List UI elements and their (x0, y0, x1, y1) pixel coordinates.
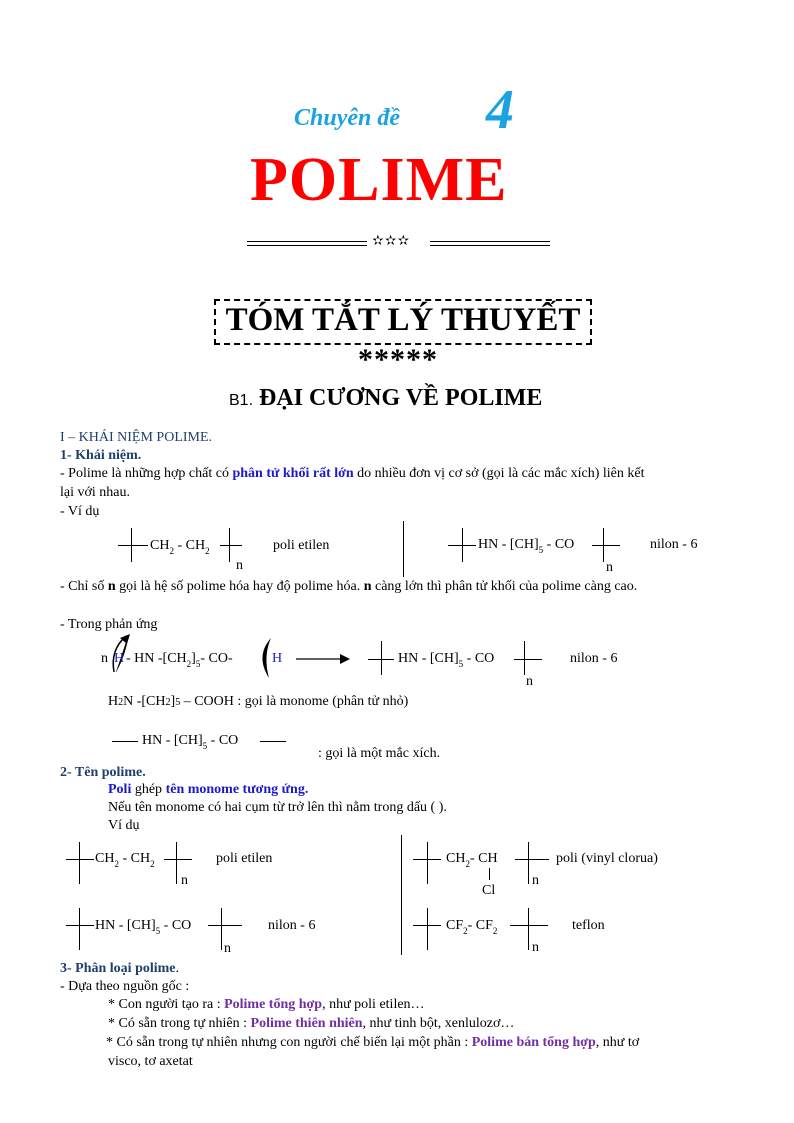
bond-line (118, 545, 148, 546)
bond-line (510, 925, 548, 926)
formula-repeat-unit: HN - $[CH]_5$ - CO (142, 733, 239, 751)
bond-line (489, 868, 490, 880)
formula-pvc: $CH_2-$ CH (446, 851, 498, 869)
product-name: nilon - 6 (570, 651, 618, 666)
name-pe: poli etilen (216, 851, 273, 866)
subscript-n: n (606, 560, 613, 575)
name-poly-ethylene: poli etilen (273, 538, 330, 553)
bracket-right (528, 908, 529, 950)
name-teflon: teflon (572, 918, 605, 933)
formula-teflon: $CF_2-$ $CF_2$ (446, 918, 498, 936)
bracket-left (381, 641, 382, 675)
page-title: POLIME (250, 146, 508, 214)
topic-number: 4 (486, 79, 514, 141)
formula-pe: $CH_2 - CH_2$ (95, 851, 155, 869)
bond-line (66, 925, 94, 926)
bracket-right (528, 842, 529, 884)
text: - Polime là những hợp chất có (60, 466, 233, 481)
class-semi-synthetic: * Có sẵn trong tự nhiên nhưng con người chế biến lại một phần : Polime bán tổng hợp, như tơ (106, 1035, 640, 1050)
bond-line (66, 859, 94, 860)
text: do nhiều đơn vị cơ sở (gọi là các mắc xích) liên kết (353, 466, 645, 481)
divider-line (247, 245, 367, 246)
summary-stars: ***** (358, 343, 438, 376)
bond-line (112, 741, 138, 742)
bond-line (260, 741, 286, 742)
subheading-naming: 2- Tên polime. (60, 765, 146, 780)
summary-title: TÓM TẮT LÝ THUYẾT (225, 302, 581, 338)
bracket-left (427, 842, 428, 884)
example-label-2: Ví dụ (108, 818, 140, 833)
bracket-left (79, 842, 80, 884)
divider-line (247, 241, 367, 242)
heading-concept: I – KHÁI NIỆM POLIME. (60, 430, 213, 445)
reaction-arrow-icon (296, 652, 350, 666)
name-nylon: nilon - 6 (268, 918, 316, 933)
bracket-right (176, 842, 177, 884)
definition-line-2: lại với nhau. (60, 485, 130, 500)
hydrogen-atom-right: H (272, 651, 283, 666)
subscript-n: n (532, 940, 539, 955)
chlorine-atom: Cl (482, 883, 496, 898)
hydrogen-atom-left: H (114, 651, 125, 666)
subscript-n: n (181, 873, 188, 888)
formula-nylon: HN - $[CH]_5$ - CO (478, 537, 575, 555)
name-nylon: nilon - 6 (650, 537, 698, 552)
section-title-text: ĐẠI CƯƠNG VỀ POLIME (259, 385, 543, 411)
bracket-right (229, 528, 230, 562)
subscript-n: n (224, 941, 231, 956)
bracket-right (221, 908, 222, 950)
bracket-right (603, 528, 604, 562)
subscript-n: n (526, 674, 533, 689)
naming-rule-2: Nếu tên monome có hai cụm từ trở lên thì nằm trong dấu ( ). (108, 800, 447, 815)
bond-line (220, 545, 242, 546)
bond-line (515, 859, 549, 860)
formula-nylon: HN - $[CH]_5$ - CO (95, 918, 192, 936)
bond-line (514, 659, 542, 660)
divider-line (430, 241, 550, 242)
bracket-left (131, 528, 132, 562)
divider-line (430, 245, 550, 246)
monomer-definition: H2N -[CH2]5 – COOH : gọi là monome (phân tử nhỏ) (108, 694, 409, 709)
bracket-left (462, 528, 463, 562)
definition-line-1 (60, 466, 645, 482)
degree-of-polymerization: - Chỉ số n gọi là hệ số polime hóa hay độ polime hóa. n càng lớn thì phân tử khối của polime càng cao. (60, 579, 638, 594)
bond-line (208, 925, 242, 926)
column-separator (401, 835, 402, 955)
column-separator (403, 521, 404, 577)
example-label: - Ví dụ (60, 504, 100, 519)
divider-stars: ✫✫✫ (372, 233, 411, 249)
subheading-definition: 1- Khái niệm. (60, 448, 142, 463)
naming-rule-1: Poli ghép tên monome tương ứng. (108, 782, 309, 797)
formula-pe: $CH_2 - CH_2$ (150, 538, 210, 556)
classification-origin: - Dựa theo nguồn gốc : (60, 979, 190, 994)
bracket-right (524, 641, 525, 675)
subscript-n: n (236, 558, 243, 573)
subscript-n: n (532, 873, 539, 888)
section-prefix: B1. (229, 392, 254, 409)
class-synthetic: * Con người tạo ra : Polime tổng hợp, như poli etilen… (108, 997, 425, 1012)
section-title (229, 385, 542, 412)
topic-label: Chuyên đề (294, 105, 401, 131)
name-pvc: poli (vinyl clorua) (556, 851, 658, 866)
reaction-coefficient: n (101, 651, 108, 666)
bracket-left (79, 908, 80, 950)
reaction-label: - Trong phản ứng (60, 617, 158, 632)
bracket-left (427, 908, 428, 950)
subheading-classification: 3- Phân loại polime. (60, 961, 180, 976)
class-semi-synthetic-cont: visco, tơ axetat (108, 1054, 193, 1069)
bond-line (592, 545, 620, 546)
reaction-monomer: - HN $-[CH_2]_5-$ CO- (126, 651, 233, 669)
formula-product: HN - $[CH]_5$ - CO (398, 651, 495, 669)
bond-line (164, 859, 192, 860)
class-natural: * Có sẵn trong tự nhiên : Polime thiên nhiên, như tinh bột, xenlulozơ… (108, 1016, 515, 1031)
highlight: phân tử khối rất lớn (232, 466, 354, 481)
repeat-unit-desc: : gọi là một mắc xích. (318, 746, 441, 761)
